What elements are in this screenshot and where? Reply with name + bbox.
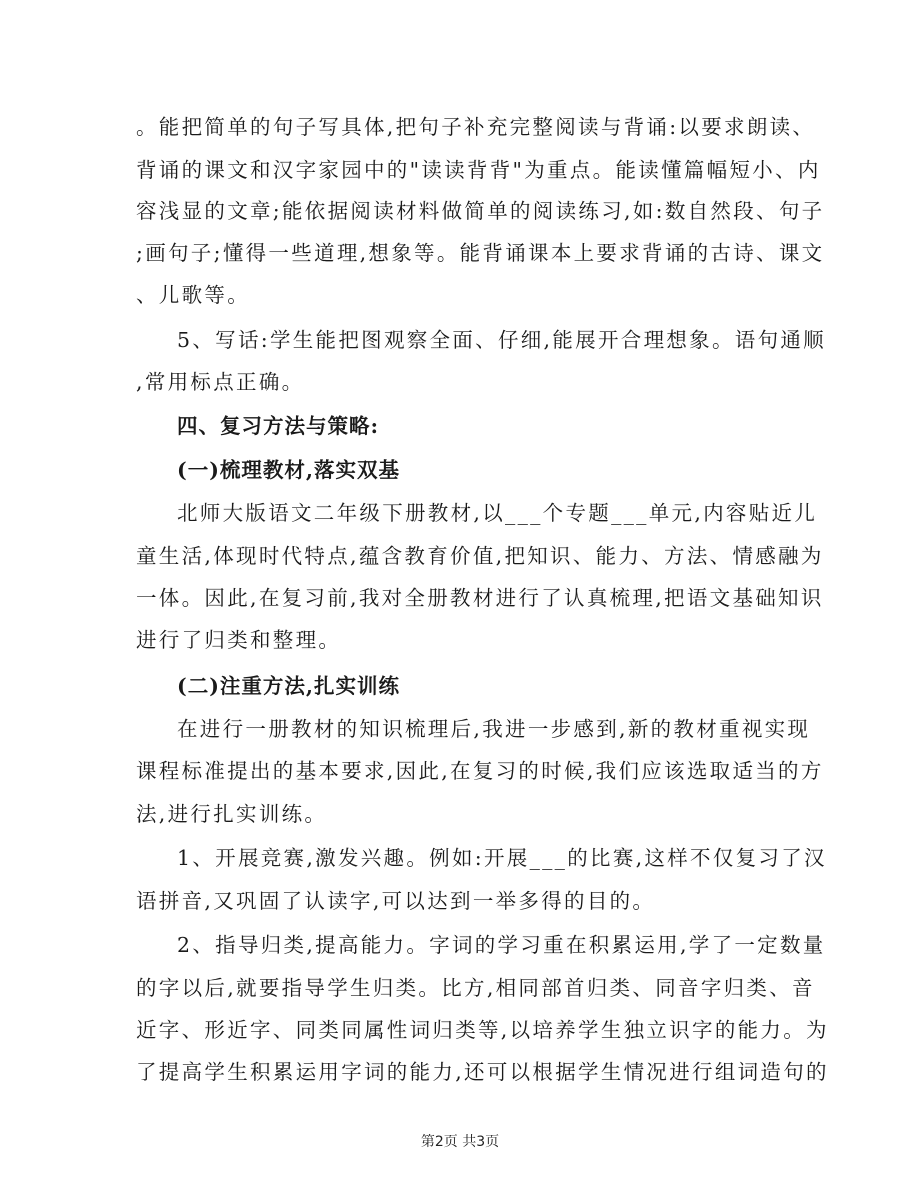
paragraph-line: 背诵的课文和汉字家园中的"读读背背"为重点。能读懂篇幅短小、内: [136, 158, 821, 182]
paragraph-line: 的字以后,就要指导学生归类。比方,相同部首归类、同音字归类、音: [136, 976, 815, 1000]
paragraph-line: 近字、形近字、同类同属性词归类等,以培养学生独立识字的能力。为: [136, 1018, 829, 1042]
page-number-footer: 第2页 共3页: [420, 1134, 500, 1150]
paragraph-line: 一体。因此,在复习前,我对全册教材进行了认真梳理,把语文基础知识: [136, 586, 824, 610]
paragraph-line: 法,进行扎实训练。: [136, 802, 328, 826]
paragraph-line: 语拼音,又巩固了认读字,可以达到一举多得的目的。: [136, 889, 656, 913]
paragraph-line: ,常用标点正确。: [136, 370, 305, 394]
paragraph-line: 了提高学生积累运用字词的能力,还可以根据学生情况进行组词造句的: [136, 1060, 829, 1084]
paragraph-line: 容浅显的文章;能依据阅读材料做简单的阅读练习,如:数自然段、句子: [136, 199, 825, 223]
paragraph-line: 童生活,体现时代特点,蕴含教育价值,把知识、能力、方法、情感融为: [136, 544, 824, 568]
paragraph-line: 课程标准提出的基本要求,因此,在复习的时候,我们应该选取适当的方: [136, 759, 824, 783]
paragraph-line: 2、指导归类,提高能力。字词的学习重在积累运用,学了一定数量: [177, 933, 826, 957]
paragraph-line: 、儿歌等。: [136, 283, 250, 307]
subsection-heading: (一)梳理教材,落实双基: [177, 458, 401, 482]
paragraph-line: 北师大版语文二年级下册教材,以___个专题___单元,内容贴近儿: [177, 501, 818, 525]
paragraph-line: 进行了归类和整理。: [136, 628, 342, 652]
subsection-heading: (二)注重方法,扎实训练: [177, 674, 401, 698]
section-heading: 四、复习方法与策略:: [177, 414, 380, 438]
paragraph-line: 1、开展竞赛,激发兴趣。例如:开展___的比赛,这样不仅复习了汉: [177, 846, 827, 870]
paragraph-line: 在进行一册教材的知识梳理后,我进一步感到,新的教材重视实现: [177, 717, 811, 741]
paragraph-line: 5、写话:学生能把图观察全面、仔细,能展开合理想象。语句通顺: [177, 328, 826, 352]
paragraph-line: 。能把简单的句子写具体,把句子补充完整阅读与背诵:以要求朗读、: [136, 115, 816, 139]
paragraph-line: ;画句子;懂得一些道理,想象等。能背诵课本上要求背诵的古诗、课文: [136, 241, 825, 265]
